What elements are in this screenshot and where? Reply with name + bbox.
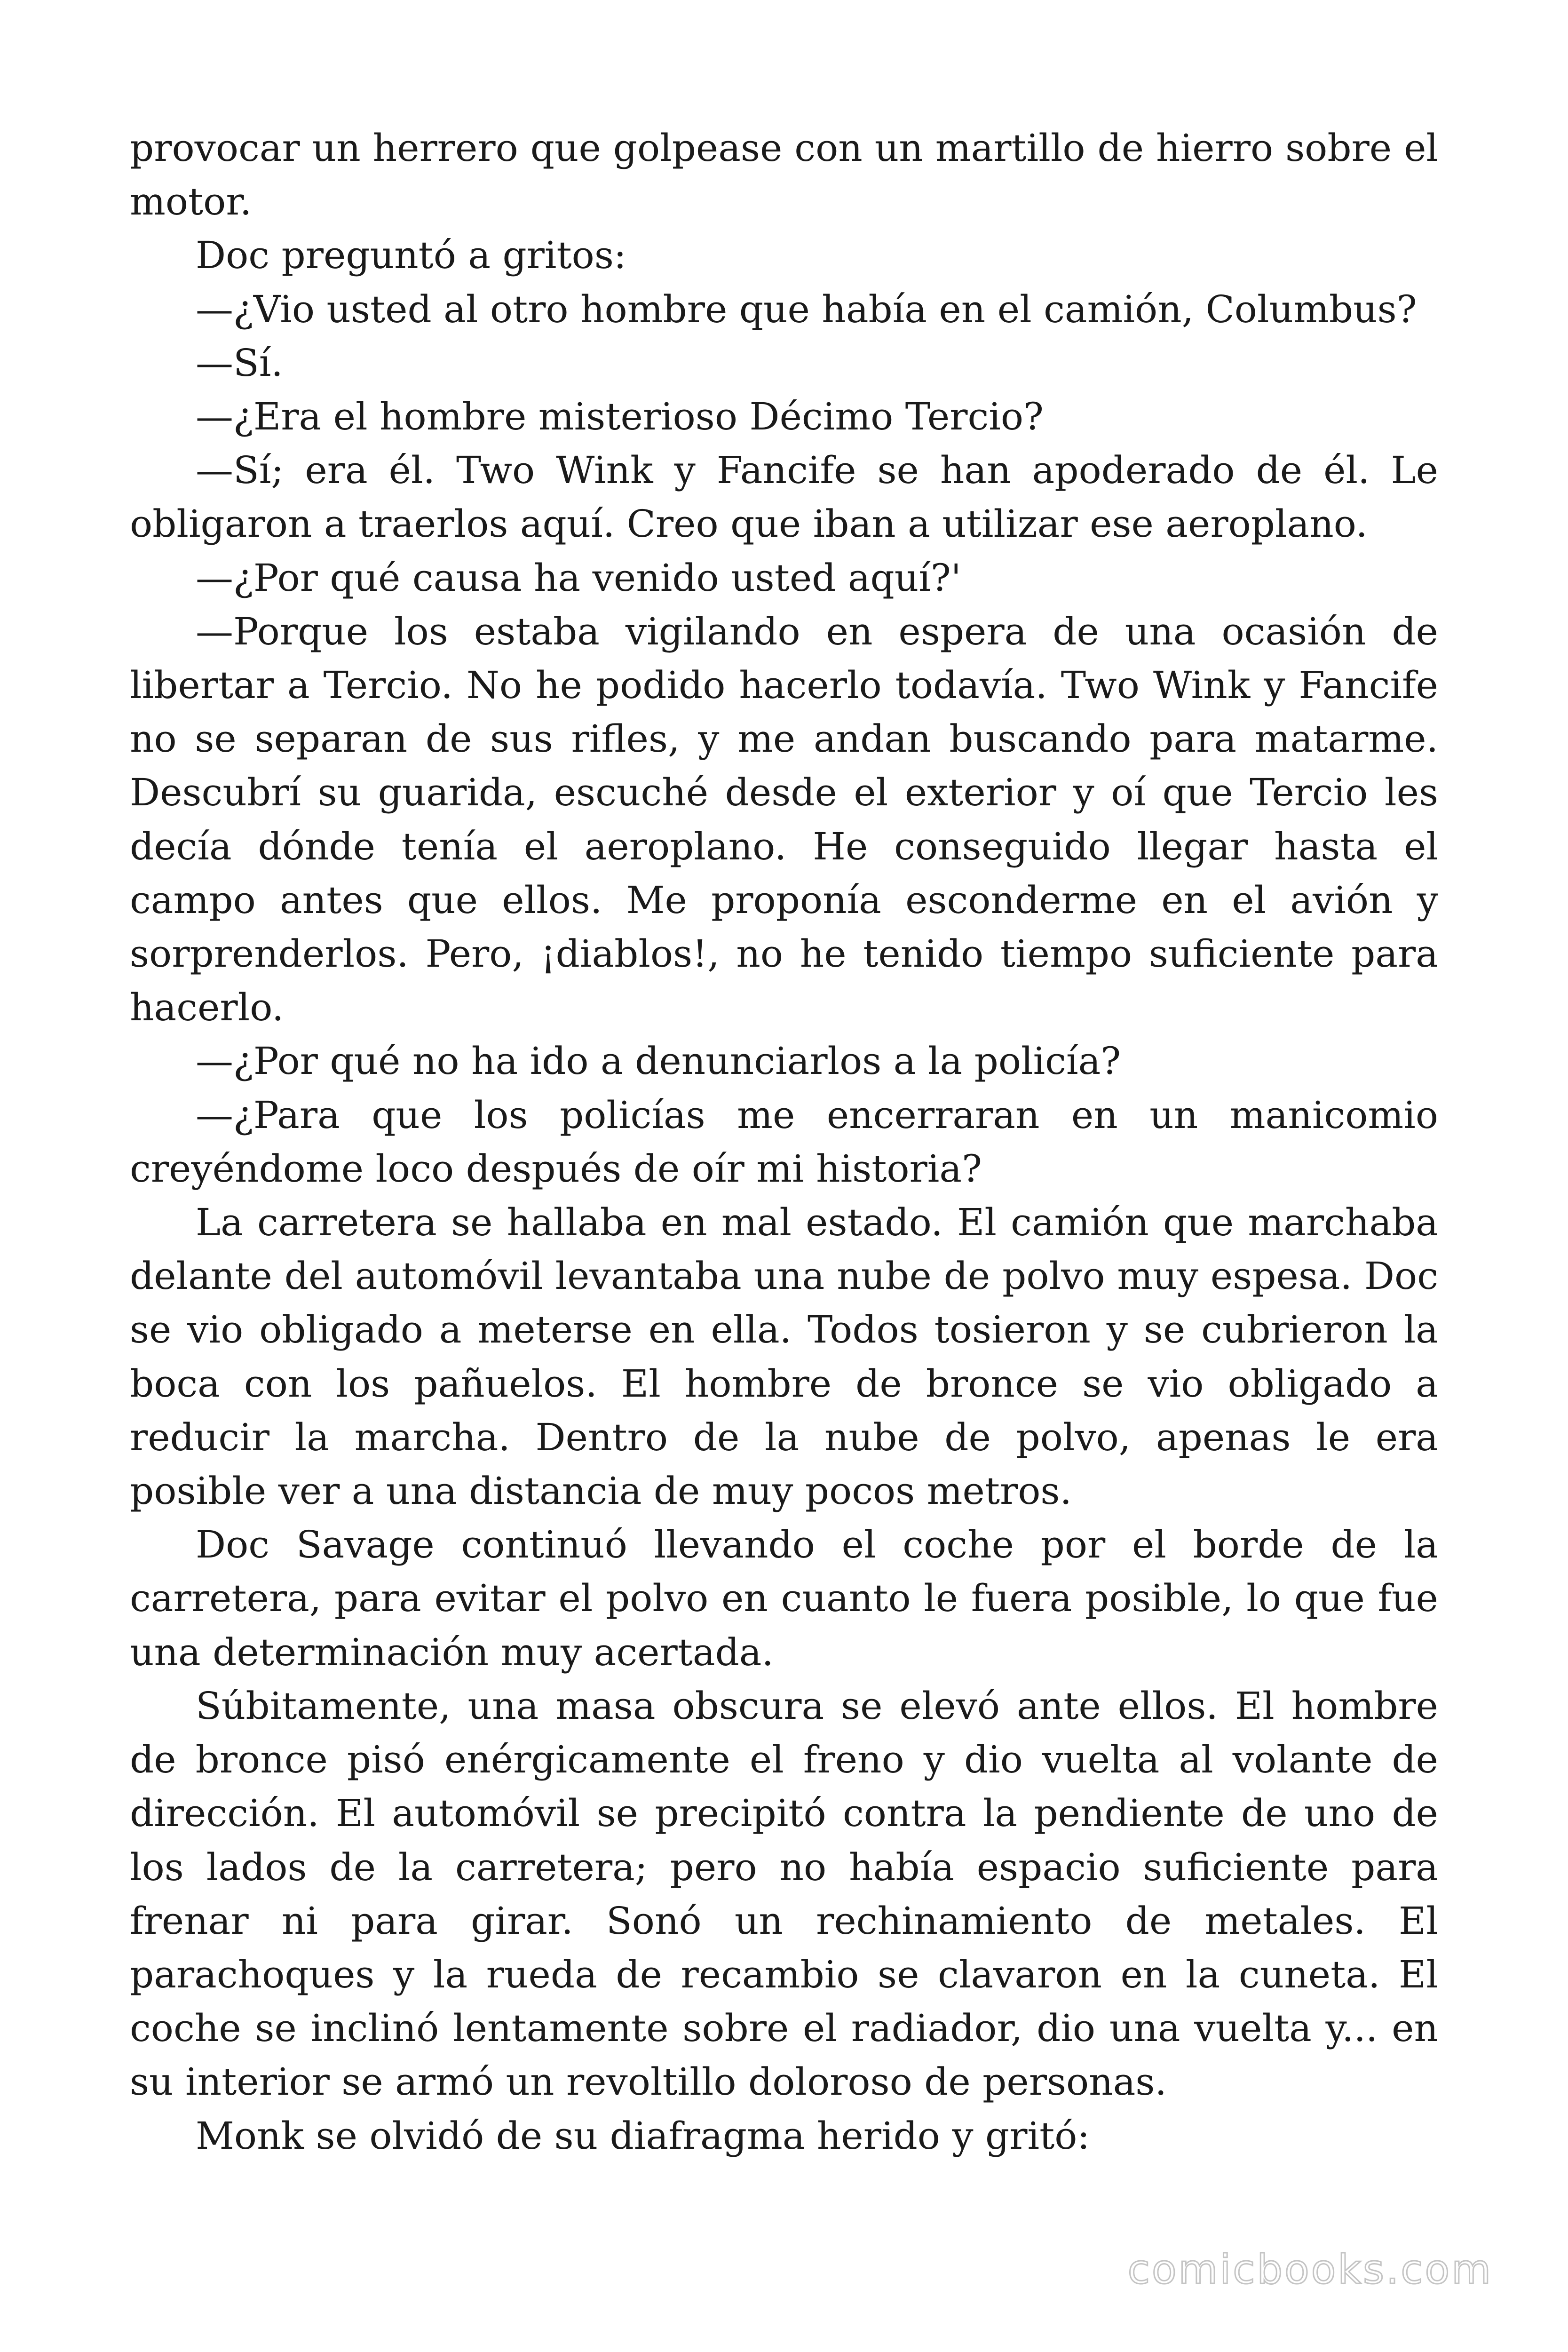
page-body-text — [130, 121, 1438, 2163]
paragraph-13: Súbitamente, una masa obscura se elevó ante ellos. El hombre de bronce pisó enérgicamente el freno y dio vuelta al volante de dirección. El automóvil se precipitó contra la pendiente de uno de los lados de la carretera; pero no había espacio suficiente para frenar ni para girar. Sonó un rechinamiento de metales. El parachoques y la rueda de recambio se clavaron en la cuneta. El coche se inclinó lentamente sobre el radiador, dio una vuelta y... en su interior se armó un revoltillo doloroso de personas. — [130, 1684, 1438, 2104]
paragraph-8: —Porque los estaba vigilando en espera de una ocasión de libertar a Tercio. No he podido hacerlo todavía. Two Wink y Fancife no se separan de sus rifles, y me andan buscando para matarme. Descubrí su guarida, escuché desde el exterior y oí que Tercio les decía dónde tenía el aeroplano. He conseguido llegar hasta el campo antes que ellos. Me proponía esconderme en el avión y sorprenderlos. Pero, ¡diablos!, no he tenido tiempo suficiente para hacerlo. — [130, 609, 1438, 1030]
paragraph-7: —¿Por qué causa ha venido usted aquí?' — [196, 556, 961, 600]
paragraph-2: Doc preguntó a gritos: — [196, 233, 626, 278]
paragraph-11: La carretera se hallaba en mal estado. El camión que marchaba delante del automóvil levantaba una nube de polvo muy espesa. Doc se vio obligado a meterse en ella. Todos tosieron y se cubrieron la boca con los pañuelos. El hombre de bronce se vio obligado a reducir la marcha. Dentro de la nube de polvo, apenas le era posible ver a una distancia de muy pocos metros. — [130, 1200, 1438, 1513]
paragraph-4: —Sí. — [196, 341, 283, 385]
paragraph-9: —¿Por qué no ha ido a denunciarlos a la policía? — [196, 1039, 1121, 1083]
paragraph-1: provocar un herrero que golpease con un martillo de hierro sobre el motor. — [130, 126, 1438, 224]
paragraph-5: —¿Era el hombre misterioso Décimo Tercio? — [196, 395, 1044, 439]
watermark-logo: comicbooks.com — [1127, 2246, 1493, 2293]
paragraph-10: —¿Para que los policías me encerraran en un manicomio creyéndome loco después de oír mi historia? — [130, 1093, 1438, 1191]
paragraph-12: Doc Savage continuó llevando el coche por el borde de la carretera, para evitar el polvo en cuanto le fuera posible, lo que fue una determinación muy acertada. — [130, 1523, 1438, 1674]
paragraph-6: —Sí; era él. Two Wink y Fancife se han apoderado de él. Le obligaron a traerlos aquí. Creo que iban a utilizar ese aeroplano. — [130, 448, 1438, 546]
paragraph-3: —¿Vio usted al otro hombre que había en el camión, Columbus? — [196, 287, 1417, 331]
paragraph-14: Monk se olvidó de su diafragma herido y gritó: — [196, 2114, 1090, 2158]
